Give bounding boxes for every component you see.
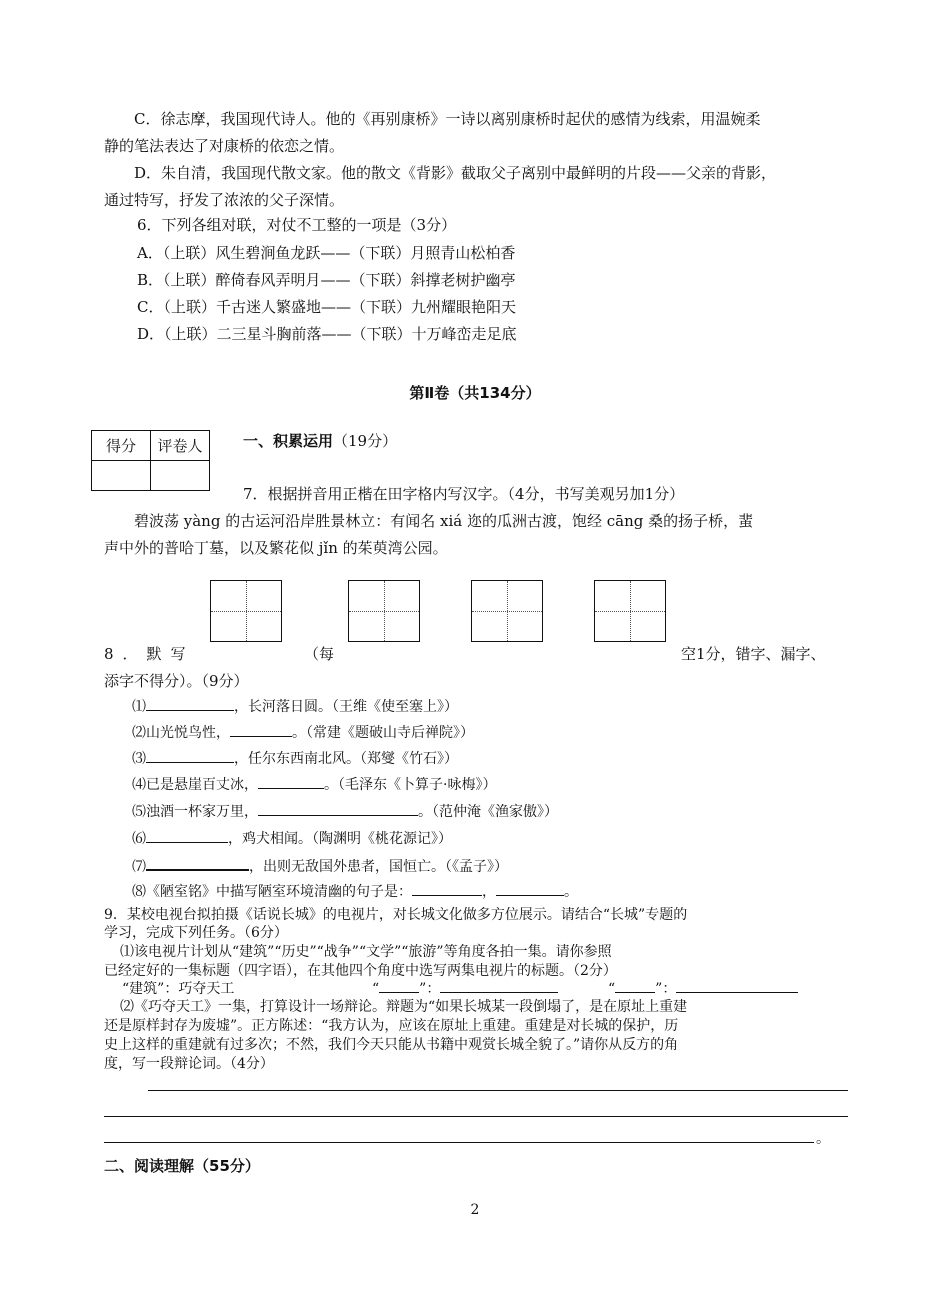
q9-task2-line1: ⑵《巧夺天工》一集，打算设计一场辩论。辩题为“如果长城某一段倒塌了，是在原址上重建: [120, 999, 688, 1015]
q8-item-number: ⑷: [132, 777, 146, 793]
q8-item-number: ⑴: [132, 699, 146, 715]
q9-title-answer-2: [608, 978, 798, 998]
q6-option-b: B．（上联）醉倚春风弄明月——（下联）斜撑老树护幽亭: [137, 271, 516, 289]
tian-grid-3[interactable]: [471, 580, 543, 642]
q9-task2-line4: 度，写一段辩论词。（4分）: [104, 1056, 274, 1072]
q5-option-d-line1: D．朱自清，我国现代散文家。他的散文《背影》截取父子离别中最鲜明的片段——父亲的背影，: [134, 164, 777, 182]
q8-item-text: 。（范仲淹《渔家傲》）: [418, 804, 558, 820]
grader-cell[interactable]: [151, 461, 210, 491]
section1-points: （19分）: [333, 432, 398, 450]
answer-end-mark: 。: [816, 1131, 830, 1147]
q8-item-7: [132, 855, 508, 876]
q9-task1-line1: ⑴该电视片计划从“建筑”“历史”“战争”“文学”“旅游”等角度各拍一集。请你参照: [120, 944, 612, 960]
q9-task2-line2: 还是原样封存为废墟”。正方陈述：“我方认为，应该在原址上重建。重建是对长城的保护，历: [104, 1018, 679, 1034]
q8-item-number: ⑻: [132, 884, 146, 900]
part2-title: 第Ⅱ卷（共134分）: [409, 384, 541, 402]
q9-angle-blank-1[interactable]: [379, 978, 419, 993]
q9-angle-blank-2[interactable]: [615, 978, 655, 993]
q5-option-c-line1: C．徐志摩，我国现代诗人。他的《再别康桥》一诗以离别康桥时起伏的感情为线索，用温婉柔: [134, 110, 761, 128]
score-cell[interactable]: [92, 461, 151, 491]
answer-line-1[interactable]: [148, 1090, 848, 1091]
q8-item-5: [132, 801, 558, 821]
q9-quote: ”：: [655, 981, 677, 997]
q8-blank-5[interactable]: [258, 801, 418, 816]
answer-line-2[interactable]: [104, 1116, 848, 1117]
q8-blank-1[interactable]: [146, 696, 234, 711]
q9-stem-line1: 9．某校电视台拟拍摄《话说长城》的电视片，对长城文化做多方位展示。请结合“长城”专题的: [104, 907, 688, 923]
q8-item-text: 。（毛泽东《卜算子·咏梅》）: [324, 777, 497, 793]
q8-blank-6[interactable]: [146, 828, 228, 843]
section1-title: [243, 430, 397, 451]
q8-item-text: ，任尔东西南北风。（郑燮《竹石》）: [234, 751, 458, 767]
q5-option-d-line2: 通过特写，抒发了浓浓的父子深情。: [104, 191, 345, 209]
tian-grid-1[interactable]: [210, 580, 282, 642]
q8-item-text: ，: [482, 884, 496, 900]
q7-passage-line1: 碧波荡 yàng 的古运河沿岸胜景林立：有闻名 xiá 迩的瓜洲古渡，饱经 cāng 桑的扬子桥，蜚: [134, 512, 754, 530]
q9-title-blank-2[interactable]: [676, 978, 798, 993]
q6-option-d: D．（上联）二三星斗胸前落——（下联）十万峰峦走足底: [137, 325, 517, 343]
q8-item-3: [132, 748, 458, 768]
q8-blank-8b[interactable]: [496, 881, 564, 896]
q8-blank-2[interactable]: [230, 722, 292, 737]
tian-grid-2[interactable]: [348, 580, 420, 642]
section1-title-text: 一、积累运用: [243, 432, 334, 450]
q5-option-c-line2: 静的笔法表达了对康桥的依恋之情。: [104, 137, 345, 155]
q8-item-number: ⑸: [132, 804, 146, 820]
grader-header: 评卷人: [151, 431, 210, 461]
q9-title-example: “建筑”：巧夺天工: [122, 981, 235, 997]
q9-stem-line2: 学习，完成下列任务。（6分）: [104, 925, 288, 941]
q9-task1-line2: 已经定好的一集标题（四字语），在其他四个角度中选写两集电视片的标题。（2分）: [104, 963, 617, 979]
q6-option-a: A．（上联）风生碧涧鱼龙跃——（下联）月照青山松柏香: [137, 244, 516, 262]
q9-quote: “: [372, 981, 380, 997]
q8-label-part3: 空1分，错字、漏字、: [681, 645, 826, 663]
answer-line-3[interactable]: [104, 1142, 814, 1143]
q9-quote: “: [608, 981, 616, 997]
q6-stem: 6．下列各组对联，对仗不工整的一项是（3分）: [137, 216, 457, 234]
q8-item-text: 已是悬崖百丈冰，: [146, 777, 258, 793]
q8-item-text: ，长河落日圆。（王维《使至塞上》）: [234, 699, 458, 715]
q8-item-text: 。: [564, 884, 578, 900]
q8-item-text: 《陋室铭》中描写陋室环境清幽的句子是：: [146, 884, 412, 900]
q8-item-4: [132, 774, 496, 794]
q8-blank-4[interactable]: [258, 774, 324, 789]
tian-grid-4[interactable]: [594, 580, 666, 642]
q8-item-2: [132, 722, 474, 742]
q8-blank-8a[interactable]: [412, 881, 482, 896]
q8-label-part4: 添字不得分）。（9分）: [104, 672, 249, 690]
q6-option-c: C．（上联）千古迷人繁盛地——（下联）九州耀眼艳阳天: [137, 298, 516, 316]
score-table: [91, 430, 210, 491]
q8-item-text: 浊酒一杯家万里，: [146, 804, 258, 820]
q8-label-part2: （每: [304, 645, 335, 663]
q8-item-1: [132, 696, 458, 716]
q8-blank-7[interactable]: [146, 855, 249, 871]
q8-item-text: ，鸡犬相闻。（陶渊明《桃花源记》）: [228, 831, 452, 847]
q9-quote: ”：: [419, 981, 441, 997]
q8-item-number: ⑶: [132, 751, 146, 767]
q9-title-blank-1[interactable]: [440, 978, 558, 993]
q8-item-text: 。（常建《题破山寺后禅院》）: [292, 725, 474, 741]
q8-item-number: ⑹: [132, 831, 146, 847]
q8-item-number: ⑵: [132, 725, 146, 741]
q7-stem: 7．根据拼音用正楷在田字格内写汉字。（4分，书写美观另加1分）: [243, 485, 685, 503]
q8-item-text: 山光悦鸟性，: [146, 725, 230, 741]
q9-task2-line3: 史上这样的重建就有过多次；不然，我们今天只能从书籍中观赏长城全貌了。”请你从反方的角: [104, 1037, 679, 1053]
q8-item-text: ，出则无敌国外患者，国恒亡。（《孟子》）: [249, 859, 508, 875]
q8-item-number: ⑺: [132, 859, 146, 875]
q9-title-answer-1: [372, 978, 558, 998]
q8-item-6: [132, 828, 452, 848]
q8-blank-3[interactable]: [146, 748, 234, 763]
q7-passage-line2: 声中外的普哈丁墓，以及繁花似 jǐn 的茱萸湾公园。: [104, 539, 448, 557]
q8-item-8: [132, 881, 578, 901]
section2-title: 二、阅读理解（55分）: [104, 1157, 260, 1175]
score-header: 得分: [92, 431, 151, 461]
page-number: 2: [470, 1202, 480, 1218]
q8-label: 8．默写: [104, 645, 195, 663]
